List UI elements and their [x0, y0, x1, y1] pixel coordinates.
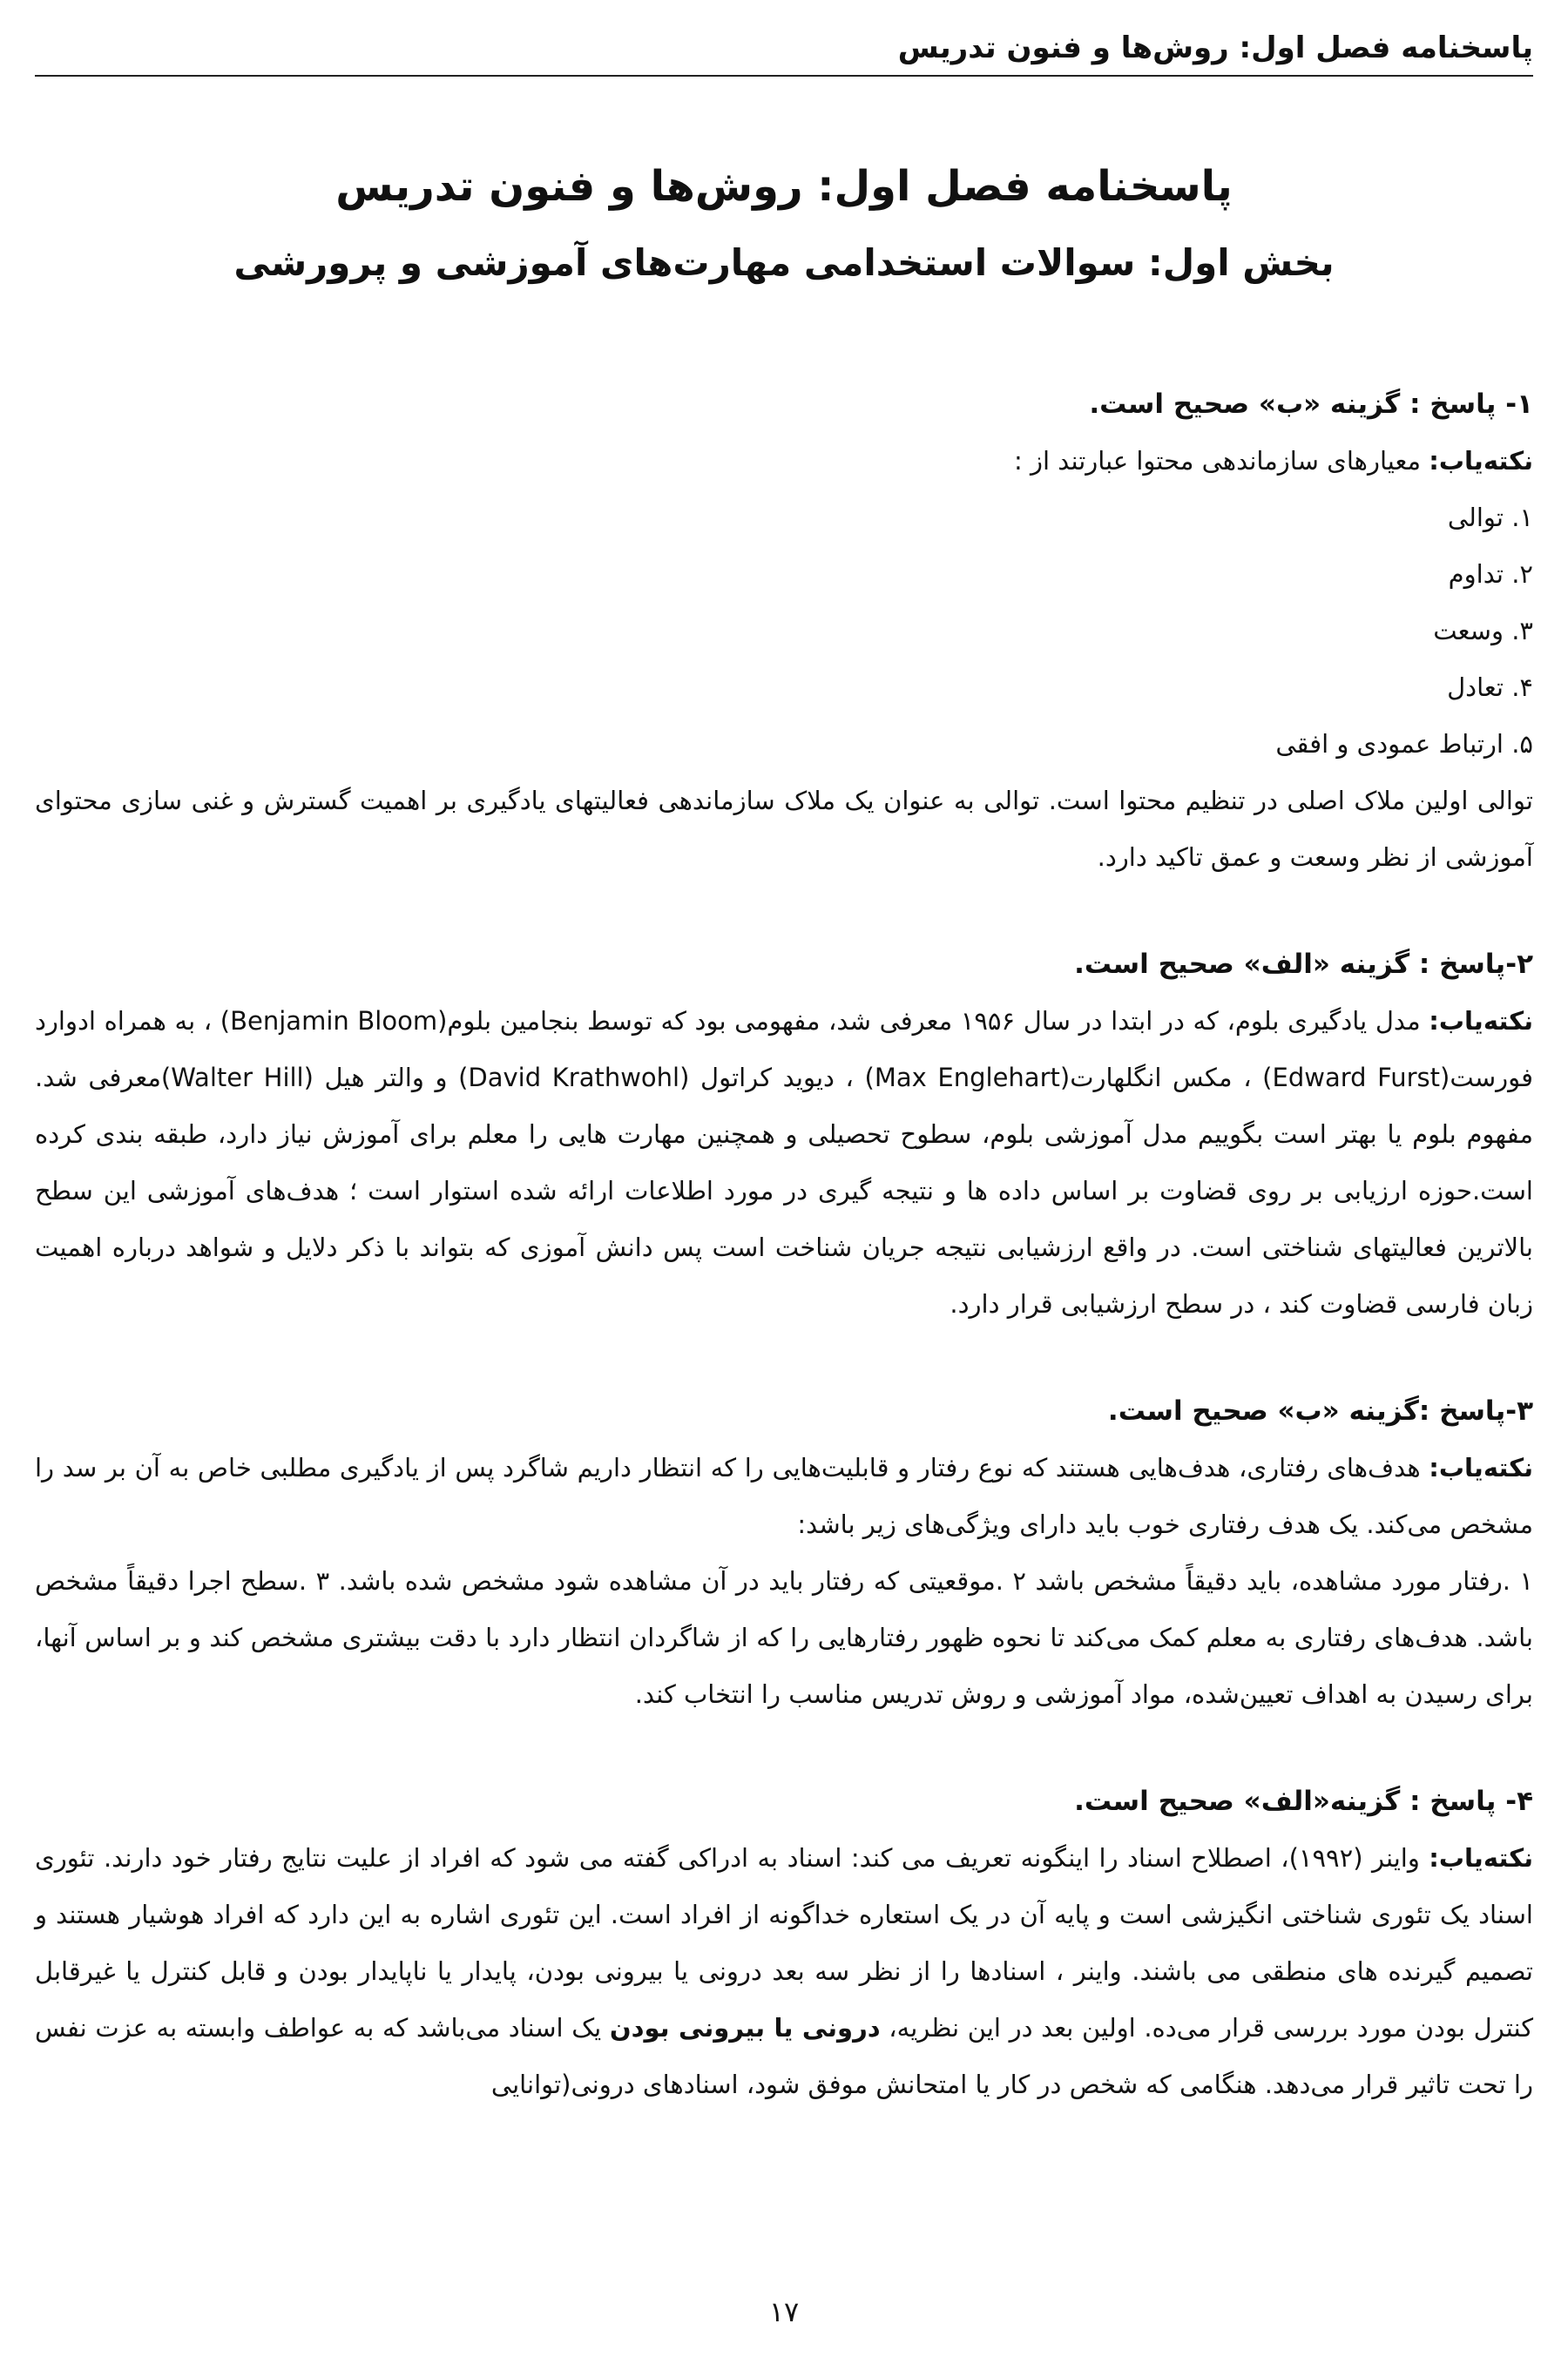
list-item: ۵. ارتباط عمودی و افقی [1275, 729, 1533, 759]
note-text: معیارهای سازماندهی محتوا عبارتند از : [1013, 446, 1429, 476]
note-emphasis: درونی یا بیرونی بودن [609, 2013, 881, 2043]
note-paragraph [35, 993, 1533, 1333]
answer-heading: ۴- پاسخ : گزینه«الف» صحیح است. [1074, 1786, 1533, 1817]
note-label: نکته‌یاب: [1429, 1453, 1533, 1483]
answer-content [35, 376, 1533, 2164]
answer-section-2 [35, 936, 1533, 1333]
explanation-paragraph: ۱ .رفتار مورد مشاهده، باید دقیقاً مشخص باشد ۲ .موقعیتی که رفتار باید در آن مشاهده شود مشخص شده باشد. ۳ .سطح اجرا دقیقاً مشخص باشد. هدف‌های رفتاری به معلم کمک می‌کند تا نحوه ظهور رفتارهایی را که از شاگردان انتظار دارد با دقت بیشتری مشخص کند و بر اساس آنها، برای رسیدن به اهداف تعیین‌شده، مواد آموزشی و روش تدریس مناسب را انتخاب کند. [35, 1566, 1533, 1709]
list-item: ۲. تداوم [1448, 559, 1533, 589]
list-item: ۱. توالی [1447, 503, 1533, 532]
explanation-paragraph: توالی اولین ملاک اصلی در تنظیم محتوا است. توالی به عنوان یک ملاک سازماندهی فعالیتهای یادگیری بر اهمیت گسترش و غنی سازی محتوای آموزشی از نظر وسعت و عمق تاکید دارد. [35, 786, 1533, 872]
list-item: ۴. تعادل [1447, 672, 1533, 702]
running-header [35, 26, 1533, 77]
note-paragraph [35, 1440, 1533, 1553]
note-text: مدل یادگیری بلوم، که در ابتدا در سال ۱۹۵۶ معرفی شد، مفهومی بود که توسط بنجامین بلوم(Benjamin Bloom) ، به همراه ادوارد فورست(Edward Furst) ، مکس انگلهارت(Max Englehart) ، دیوید کراتول (David Krathwohl) و والتر هیل (Walter Hill)معرفی شد. مفهوم بلوم یا بهتر است بگوییم مدل آموزشی بلوم، سطوح تحصیلی و همچنین مهارت هایی را معلم برای آموزش نیاز دارد، طبقه بندی کرده است.حوزه ارزیابی بر روی قضاوت بر اساس داده ها و نتیجه گیری در مورد اطلاعات ارائه شده استوار است ؛ هدف‌های آموزشی این سطح بالاترین فعالیتهای شناختی است. در واقع ارزشیابی نتیجه جریان شناخت است پس دانش آموزی که بتواند با ذکر دلایل و شواهد درباره اهمیت زبان فارسی قضاوت کند ، در سطح ارزشیابی قرار دارد. [35, 1006, 1533, 1319]
note-text: واینر (۱۹۹۲)، اصطلاح اسناد را اینگونه تعریف می کند: اسناد به ادراکی گفته می شود که افراد از علیت نتایج رفتار خود دارند. تئوری اسناد یک تئوری شناختی انگیزشی است و پایه آن در یک استعاره خداگونه از افراد است. این تئوری اشاره به این دارد که افراد هوشیار هستند و تصمیم گیرنده های منطقی می باشند. واینر ، اسنادها را از نظر سه بعد درونی یا بیرونی بودن، پایدار یا ناپایدار بودن و قابل کنترل یا غیرقابل کنترل بودن مورد بررسی قرار می‌ده. اولین بعد در این نظریه، [35, 1843, 1533, 2043]
page-number: ۱۷ [768, 2295, 800, 2328]
answer-heading: ۱- پاسخ : گزینه «ب» صحیح است. [1089, 388, 1533, 420]
title-block [35, 155, 1533, 294]
list-item: ۳. وسعت [1433, 616, 1533, 645]
section-title: بخش اول: سوالات استخدامی مهارت‌های آموزشی و پرورشی [233, 241, 1335, 284]
note-paragraph [35, 1830, 1533, 2113]
note-text: هدف‌های رفتاری، هدف‌هایی هستند که نوع رفتار و قابلیت‌هایی را که انتظار داریم شاگرد پس از یادگیری مطلبی خاص به آن بر سد را مشخص می‌کند. یک هدف رفتاری خوب باید دارای ویژگی‌های زیر باشد: [35, 1453, 1533, 1539]
criteria-list [35, 490, 1533, 773]
chapter-title: پاسخنامه فصل اول: روش‌ها و فنون تدریس [335, 162, 1233, 211]
answer-section-4 [35, 1773, 1533, 2113]
answer-section-1 [35, 376, 1533, 886]
answer-heading: ۳-پاسخ :گزینه «ب» صحیح است. [1107, 1395, 1533, 1427]
note-label: نکته‌یاب: [1429, 1843, 1533, 1873]
note-label: نکته‌یاب: [1429, 446, 1533, 476]
answer-section-3 [35, 1383, 1533, 1723]
note-label: نکته‌یاب: [1429, 1006, 1533, 1036]
note-paragraph [35, 433, 1533, 490]
note-text-continued: یک اسناد می‌باشد که به عواطف وابسته به عزت نفس را تحت تاثیر قرار می‌دهد. هنگامی که شخص در کار یا امتحانش موفق شود، اسنادهای درونی(توانایی [35, 2013, 1533, 2099]
running-header-title: پاسخنامه فصل اول: روش‌ها و فنون تدریس [897, 30, 1533, 65]
answer-heading: ۲-پاسخ : گزینه «الف» صحیح است. [1074, 949, 1533, 980]
